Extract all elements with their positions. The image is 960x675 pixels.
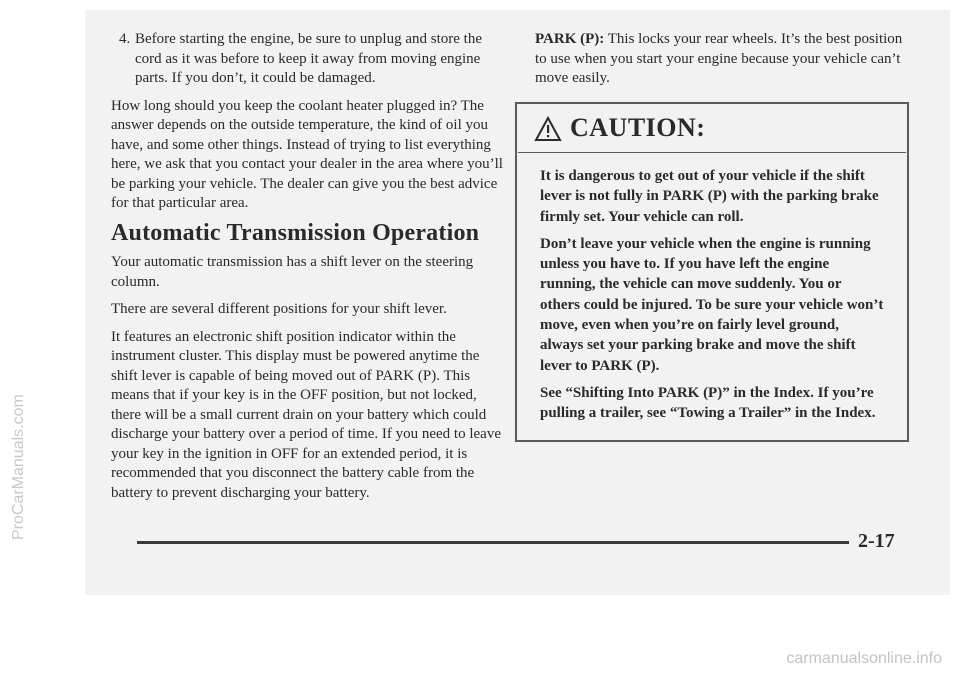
left-column: [111, 30, 506, 511]
caution-body: [540, 166, 885, 431]
indicator-paragraph: It features an electronic shift position indicator within the instrument cluster. This display must be powered anytime the shift lever is capable of being moved out of PARK (P). This means that if your key is in the OFF position, but not locked, there will be a small current drain on your battery which could discharge your battery over a period of time. If you need to leave your key in the ignition in OFF for an extended period, it is recommended that you disconnect the battery cable from the battery to prevent discharging your battery.: [111, 328, 501, 501]
caution-header: [518, 105, 906, 153]
footer-rule: [137, 541, 849, 544]
caution-box: [515, 102, 909, 442]
shift-lever-paragraph: Your automatic transmission has a shift lever on the steering column.: [111, 254, 474, 290]
list-number: 4.: [119, 31, 131, 47]
park-label: PARK (P):: [535, 31, 605, 47]
coolant-heater-paragraph: How long should you keep the coolant heater plugged in? The answer depends on the outside temperature, the kind of oil you have, and some other things. Instead of trying to list everything here, we ask that you contact your dealer in the area where you’ll be parking your vehicle. The dealer can give you the best advice for that particular area.: [111, 97, 503, 211]
page-number: 2-17: [858, 530, 895, 552]
section-heading: Automatic Transmission Operation: [111, 219, 480, 246]
caution-paragraph-1: It is dangerous to get out of your vehicle if the shift lever is not fully in PARK (P) with the parking brake firmly set. Your vehicle can roll.: [540, 168, 879, 225]
caution-title: CAUTION:: [570, 113, 706, 142]
positions-paragraph: There are several different positions for your shift lever.: [111, 301, 447, 317]
right-column: [535, 30, 910, 97]
park-paragraph: [535, 30, 910, 89]
list-item-text: Before starting the engine, be sure to unplug and store the cord as it was before to keep it away from moving engine parts. If you don’t, it could be damaged.: [135, 31, 482, 86]
warning-triangle-icon: [534, 116, 562, 142]
caution-paragraph-3: See “Shifting Into PARK (P)” in the Index. If you’re pulling a trailer, see “Towing a Trailer” in the Index.: [540, 384, 876, 422]
side-watermark: ProCarManuals.com: [10, 394, 27, 540]
park-text: This locks your rear wheels. It’s the best position to use when you start your engine because your vehicle can’t move easily.: [535, 31, 903, 86]
bottom-watermark: carmanualsonline.info: [786, 650, 942, 667]
caution-paragraph-2: Don’t leave your vehicle when the engine is running unless you have to. If you have left the engine running, the vehicle can move suddenly. You or others could be injured. To be sure your vehicle won’t move, even when you’re on fairly level ground, always set your parking brake and move the shift lever to PARK (P).: [540, 235, 884, 374]
list-item: [111, 30, 506, 89]
